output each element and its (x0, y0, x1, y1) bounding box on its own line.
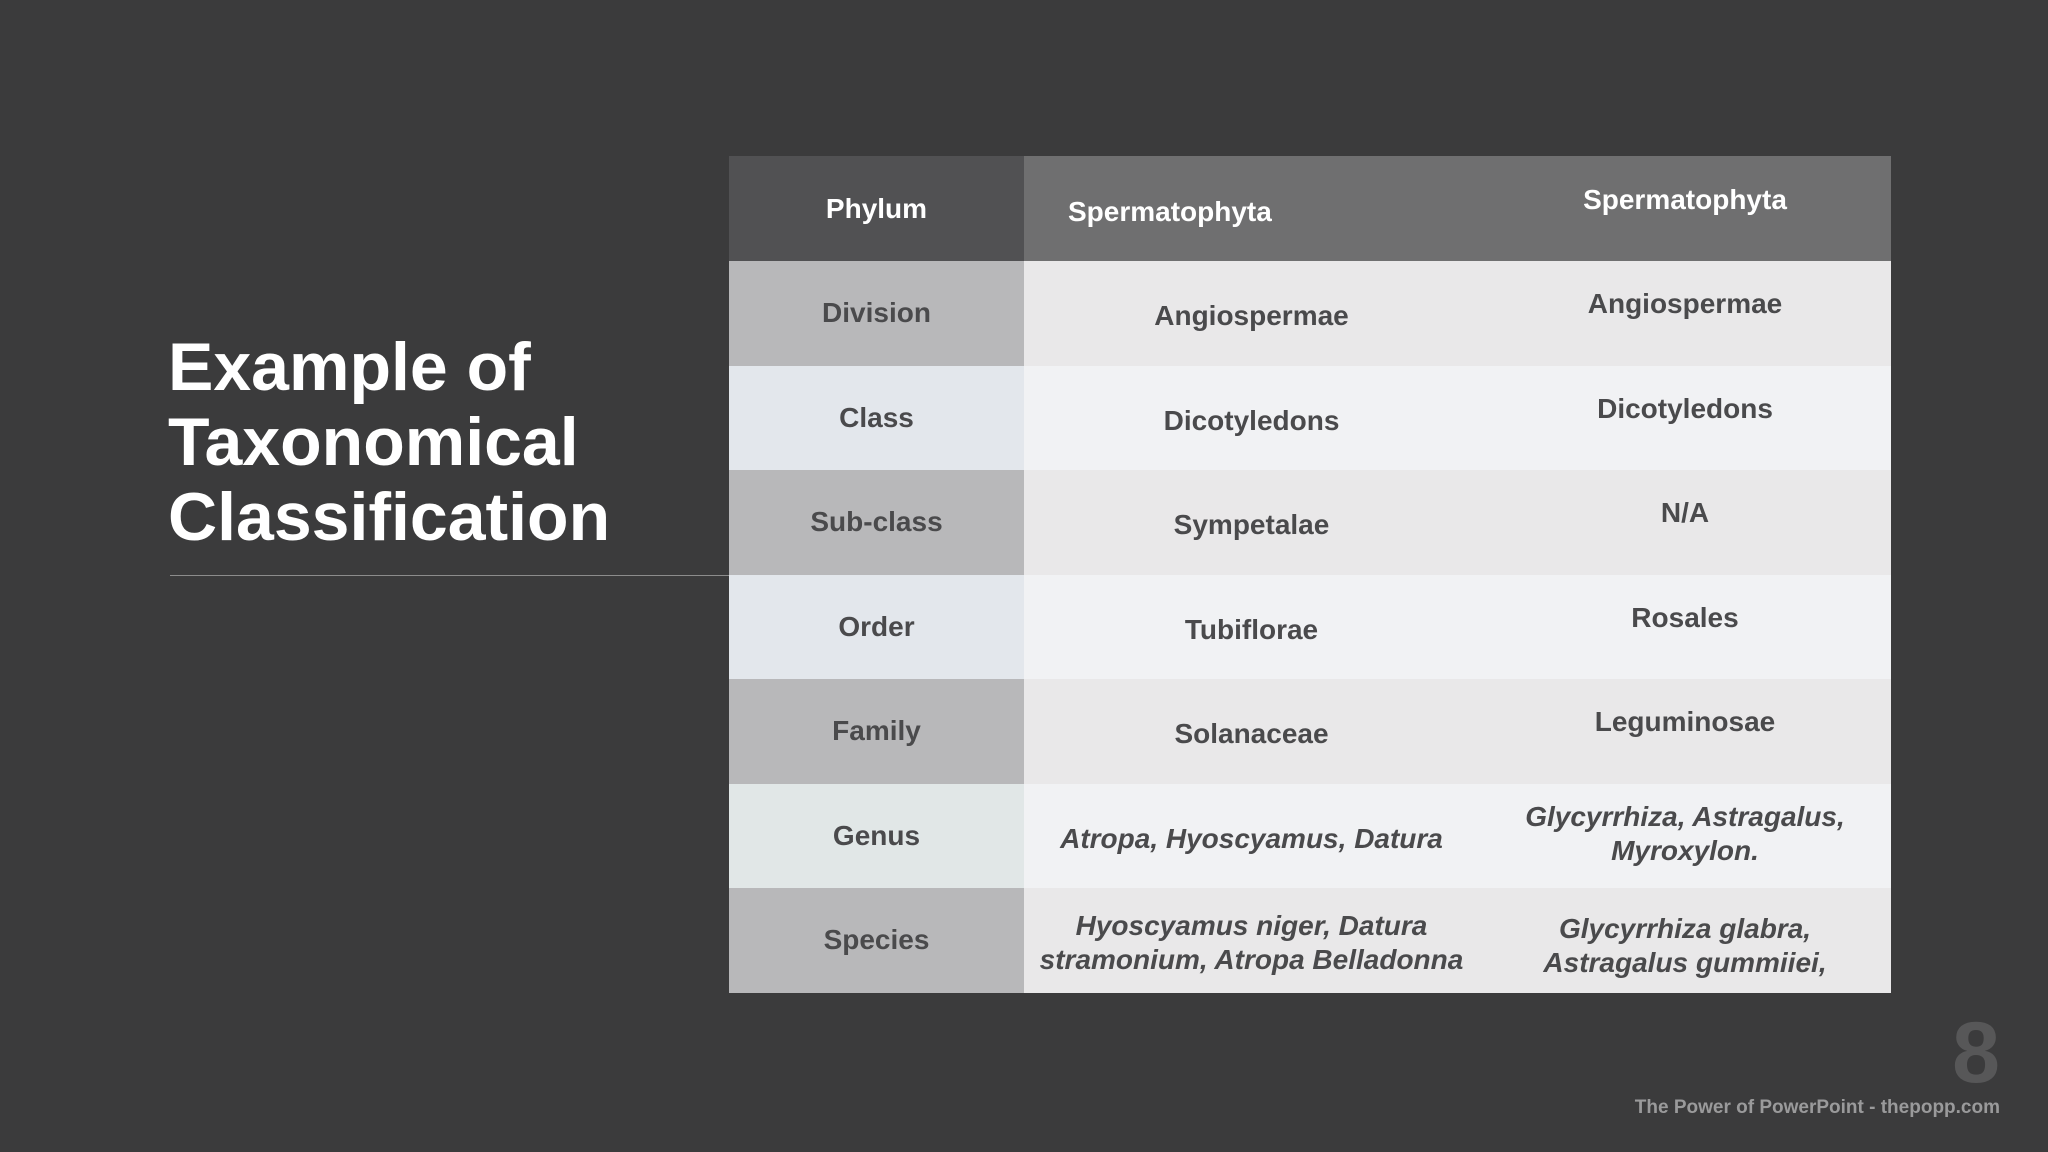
slide-title-line-3: Classification (168, 479, 611, 555)
row-label: Species (729, 888, 1024, 993)
species-list-plant-1: Hyoscyamus niger, Datura stramonium, Atropa Belladonna (1039, 910, 1464, 976)
row-value-plant-2: Leguminosae (1479, 679, 1891, 784)
row-value-plant-2: Angiospermae (1479, 261, 1891, 366)
genus-list-plant-2: Glycyrrhiza, Astragalus, Myroxylon. (1525, 800, 1845, 866)
row-value-plant-1: Dicotyledons (1024, 366, 1479, 471)
table-row-genus (729, 784, 1891, 889)
row-label: Class (729, 366, 1024, 471)
header-cell-plant-1: Spermatophyta (1024, 156, 1479, 261)
row-value-plant-2: Dicotyledons (1479, 366, 1891, 471)
table-row-order (729, 575, 1891, 680)
row-value-plant-2: Rosales (1479, 575, 1891, 680)
table-row-family (729, 679, 1891, 784)
row-label: Sub-class (729, 470, 1024, 575)
title-divider (170, 575, 730, 576)
row-value-plant-1: Sympetalae (1024, 470, 1479, 575)
row-label: Order (729, 575, 1024, 680)
row-value-plant-2 (1479, 888, 1891, 993)
table-row-division (729, 261, 1891, 366)
table-row-sub-class (729, 470, 1891, 575)
header-cell-plant-2: Spermatophyta (1479, 156, 1891, 261)
row-value-plant-1 (1024, 888, 1479, 993)
row-label: Family (729, 679, 1024, 784)
page-number: 8 (1952, 1005, 2000, 1101)
footer-credit: The Power of PowerPoint - thepopp.com (1634, 1097, 2000, 1118)
row-value-plant-1 (1024, 784, 1479, 889)
taxonomy-table (729, 156, 1891, 996)
row-value-plant-1: Angiospermae (1024, 261, 1479, 366)
slide-title-line-2: Taxonomical (168, 404, 579, 480)
row-value-plant-1: Tubiflorae (1024, 575, 1479, 680)
table-row-class (729, 366, 1891, 471)
table-header-row (729, 156, 1891, 261)
slide-title (168, 330, 728, 555)
slide-title-line-1: Example of (168, 329, 531, 405)
row-label: Division (729, 261, 1024, 366)
row-value-plant-2: N/A (1479, 470, 1891, 575)
row-value-plant-1: Solanaceae (1024, 679, 1479, 784)
species-list-plant-2: Glycyrrhiza glabra, Astragalus gummiiei, (1543, 913, 1827, 979)
header-cell-rank: Phylum (729, 156, 1024, 261)
row-label: Genus (729, 784, 1024, 889)
row-value-plant-2 (1479, 784, 1891, 889)
table-row-species (729, 888, 1891, 993)
genus-list-plant-1: Atropa, Hyoscyamus, Datura (1060, 822, 1443, 854)
